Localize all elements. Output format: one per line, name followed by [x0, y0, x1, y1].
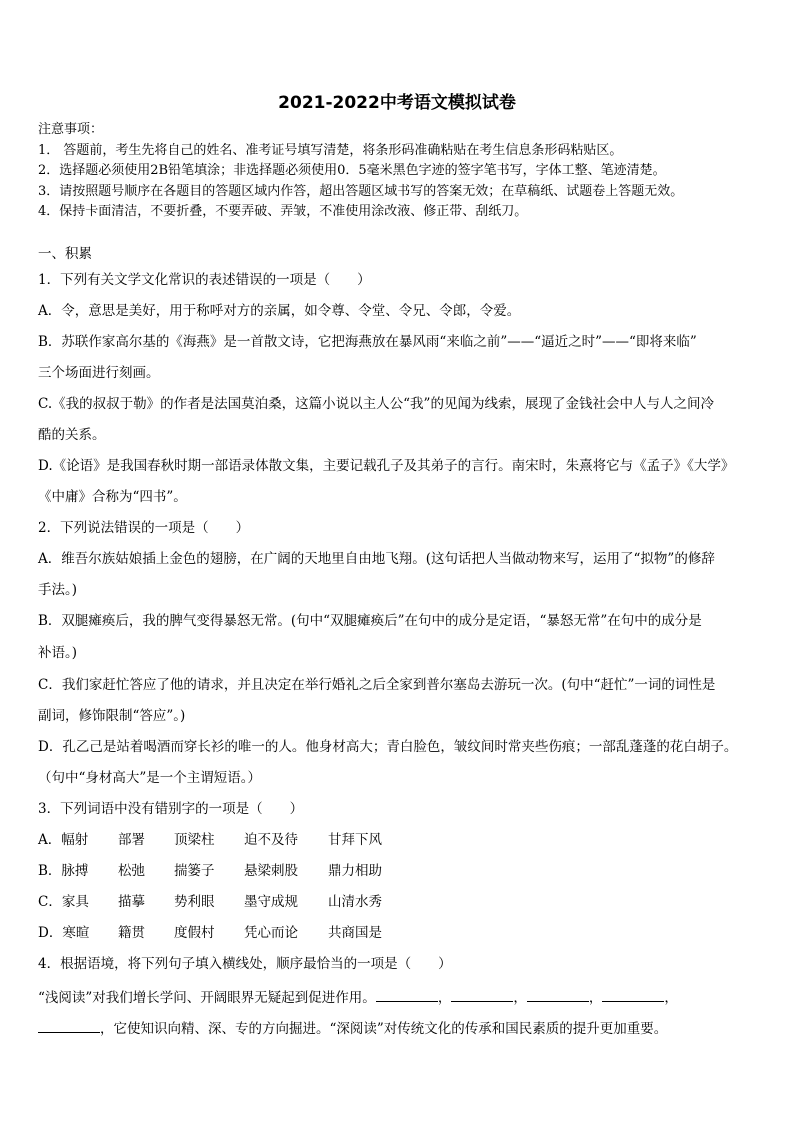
separator: ， — [588, 990, 603, 1006]
option-word: 描摹 — [118, 894, 145, 910]
question-2-option-b-cont: 补语。) — [38, 645, 78, 661]
option-word: 凭心而论 — [244, 925, 298, 941]
option-word: 度假村 — [174, 925, 215, 941]
separator: ， — [437, 990, 452, 1006]
question-2-option-d-cont: （句中“身材高大”是一个主谓短语。） — [38, 770, 262, 786]
question-1-option-b-cont: 三个场面进行刻画。 — [38, 365, 160, 381]
paragraph-text: “浅阅读”对我们增长学问、开阔眼界无疑起到促进作用。 — [38, 990, 376, 1006]
question-1-option-d-cont: 《中庸》合称为“四书”。 — [38, 489, 187, 505]
question-2-option-a: A．维吾尔族姑娘插上金色的翅膀，在广阔的天地里自由地飞翔。(这句话把人当做动物来写，运用了“拟物”的修辞 — [38, 551, 715, 567]
question-4-paragraph-line-2 — [38, 1018, 667, 1038]
exam-title: 2021-2022中考语文模拟试卷 — [278, 93, 516, 113]
answer-blank — [38, 1018, 100, 1033]
separator: ， — [513, 990, 527, 1006]
option-word: D．寒暄 — [38, 925, 90, 941]
question-1-option-c: C.《我的叔叔于勒》的作者是法国莫泊桑，这篇小说以主人公“我”的见闻为线索，展现了金钱社会中人与人之间冷 — [38, 396, 714, 412]
question-4-stem: 4．根据语境，将下列句子填入横线处，顺序最恰当的一项是（ ） — [38, 956, 452, 972]
question-2-option-c-cont: 副词，修饰限制“答应”。) — [38, 708, 186, 724]
option-word: 部署 — [118, 832, 145, 848]
question-1-option-b: B．苏联作家高尔基的《海燕》是一首散文诗，它把海燕放在暴风雨“来临之前”——“逼近之时”——“即将来临” — [38, 334, 697, 350]
option-word: B．脉搏 — [38, 863, 89, 879]
notice-item: 4．保持卡面清洁，不要折叠，不要弄破、弄皱，不准使用涂改液、修正带、刮纸刀。 — [38, 204, 528, 219]
option-word: 揣篓子 — [174, 863, 215, 879]
notice-item: 1． 答题前，考生先将自己的姓名、准考证号填写清楚，将条形码准确粘贴在考生信息条形码粘贴区。 — [38, 143, 623, 158]
option-word: 松弛 — [118, 863, 145, 879]
option-word: 悬梁刺股 — [244, 863, 298, 879]
option-word: A．幅射 — [38, 832, 89, 848]
separator: ， — [664, 990, 678, 1006]
notice-item: 2．选择题必须使用2B铅笔填涂；非选择题必须使用0．5毫米黑色字迹的签字笔书写，字体工整、笔迹清楚。 — [38, 163, 666, 178]
question-1-stem: 1．下列有关文学文化常识的表述错误的一项是（ ） — [38, 272, 371, 288]
option-word: 势利眼 — [174, 894, 215, 910]
section-heading: 一、积累 — [38, 246, 92, 262]
option-word: 鼎力相助 — [328, 863, 382, 879]
option-word: 共商国是 — [328, 925, 382, 941]
option-word: 籍贯 — [118, 925, 145, 941]
question-2-option-c: C．我们家赶忙答应了他的请求，并且决定在举行婚礼之后全家到普尔塞岛去游玩一次。(句中“赶忙”一词的词性是 — [38, 677, 716, 693]
option-word: 墨守成规 — [244, 894, 298, 910]
question-1-option-c-cont: 酷的关系。 — [38, 427, 106, 443]
notice-item: 3．请按照题号顺序在各题目的答题区域内作答，超出答题区域书写的答案无效；在草稿纸、试题卷上答题无效。 — [38, 184, 684, 199]
answer-blank — [527, 987, 589, 1002]
notice-heading: 注意事项： — [38, 122, 104, 137]
question-2-option-b: B．双腿瘫痪后，我的脾气变得暴怒无常。(句中“双腿瘫痪后”在句中的成分是定语，“暴怒无常”在句中的成分是 — [38, 613, 702, 629]
option-word: 顶梁柱 — [174, 832, 215, 848]
paragraph-text: ，它使知识向精、深、专的方向掘进。“深阅读”对传统文化的传承和国民素质的提升更加重要。 — [100, 1021, 668, 1037]
option-word: C．家具 — [38, 894, 89, 910]
option-word: 甘拜下风 — [328, 832, 382, 848]
answer-blank — [451, 987, 513, 1002]
answer-blank — [376, 987, 438, 1002]
question-1-option-a: A．令，意思是美好，用于称呼对方的亲属，如令尊、令堂、令兄、令郎，令爱。 — [38, 303, 521, 319]
question-1-option-d: D.《论语》是我国春秋时期一部语录体散文集，主要记载孔子及其弟子的言行。南宋时，朱熹将它与《孟子》《大学》 — [38, 458, 735, 474]
option-word: 山清水秀 — [328, 894, 382, 910]
answer-blank — [602, 987, 664, 1002]
question-4-paragraph-line-1 — [38, 987, 678, 1007]
option-word: 迫不及待 — [244, 832, 298, 848]
question-2-option-a-cont: 手法。) — [38, 582, 78, 598]
question-3-stem: 3．下列词语中没有错别字的一项是（ ） — [38, 801, 304, 817]
question-2-stem: 2．下列说法错误的一项是（ ） — [38, 520, 250, 536]
question-2-option-d: D．孔乙己是站着喝酒而穿长衫的唯一的人。他身材高大；青白脸色，皱纹间时常夹些伤痕；一部乱蓬蓬的花白胡子。 — [38, 739, 738, 755]
